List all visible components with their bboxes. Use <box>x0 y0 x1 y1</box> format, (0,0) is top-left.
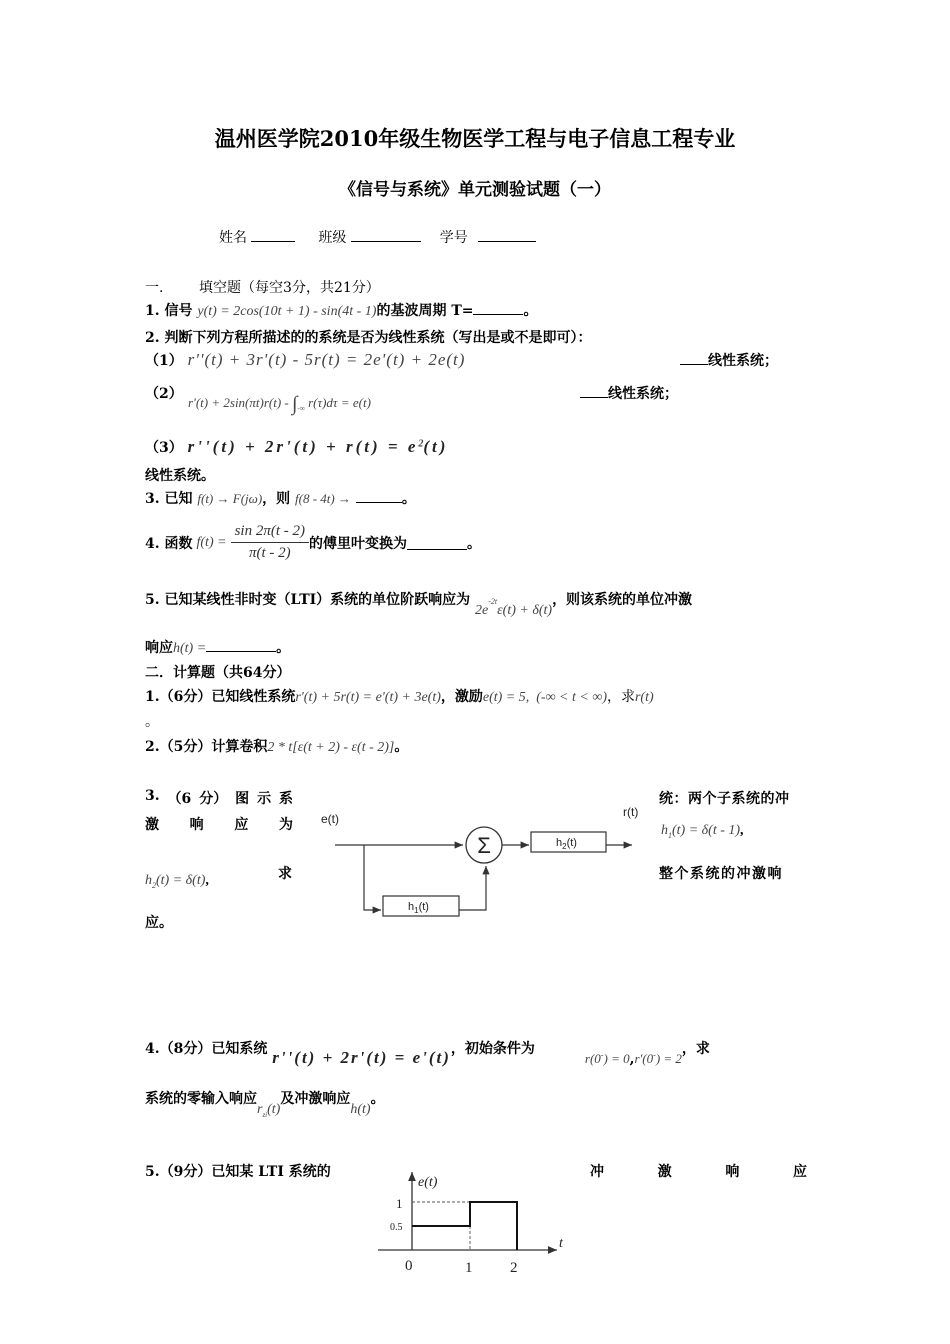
q1-1 <box>145 300 537 320</box>
q2-4-rzi <box>257 1102 280 1117</box>
q2-4-ic2-end: ) = 2 <box>655 1051 682 1066</box>
q2-4-ic1 <box>585 1051 630 1066</box>
plot-ytick-05: 0.5 <box>390 1222 403 1233</box>
q1-2-item1-formula: r''(t) + 3r'(t) - 5r(t) = 2e'(t) + 2e(t) <box>187 350 466 369</box>
q1-3-prefix: 3. 已知 <box>145 491 193 507</box>
q2-4-ic1-a: r(0 <box>584 1051 601 1066</box>
q2-3-h1-formula: $h_1(t) = \delta(t - 1)$, <box>661 823 744 840</box>
q1-2-item2-answer <box>580 383 678 403</box>
q2-3-h2-formula: $h_2(t) = \delta(t)$, <box>145 873 209 890</box>
q1-2-item2-formula <box>188 390 371 413</box>
q1-4-blank[interactable] <box>407 535 467 550</box>
q2-3-left-line1 <box>145 788 293 808</box>
q2-4-line2a: 系统的零输入响应 <box>145 1091 257 1107</box>
q2-1-prefix: 1.（6分）已知线性系统 <box>145 689 296 705</box>
q2-1-end: 。 <box>145 714 159 730</box>
name-blank[interactable] <box>251 227 295 242</box>
q1-2-item1-suffix: 线性系统； <box>708 353 778 369</box>
q1-2-item3-label: （3） <box>145 440 183 456</box>
q2-4-mid: ，初始条件为 <box>450 1041 535 1057</box>
q2-2-end: 。 <box>394 739 409 755</box>
q1-3-formula2: f(8 - 4t) → <box>295 491 351 506</box>
class-label: 班级 <box>318 230 347 246</box>
plot-y-label: e(t) <box>418 1175 438 1190</box>
q1-5-sup: -2t <box>488 597 498 607</box>
plot-ytick-1: 1 <box>396 1196 403 1211</box>
q2-3-h1-rest: (t) = δ(t - 1) <box>672 823 741 838</box>
integral-sign: ∫ <box>292 393 298 415</box>
q2-3-h2-h: h <box>145 873 152 888</box>
q2-5-r1: 激 <box>657 1164 672 1180</box>
q2-4-ic2-sup: - <box>653 1050 656 1060</box>
diagram-output-label: r(t) <box>623 805 639 819</box>
q1-4 <box>145 523 481 562</box>
q2-1-formula: r'(t) + 5r(t) = e'(t) + 3e(t) <box>295 690 441 705</box>
q2-1-mid: ，激励 <box>440 689 483 705</box>
diagram-input-label: e(t) <box>321 812 339 826</box>
plot-xtick-0: 0 <box>405 1258 413 1274</box>
q1-3-mid: ，则 <box>262 491 291 507</box>
q2-3-h2-sub: 2 <box>152 880 156 890</box>
q2-4-ic2-a: r'(0 <box>634 1051 654 1066</box>
q1-4-prefix: 4. 函数 <box>145 535 193 552</box>
q1-5-formula2: h(t) = <box>173 641 207 656</box>
q1-2-item2-formula-b: r(τ)dτ = e(t) <box>308 395 371 410</box>
q2-3-right-line1: 统：两个子系统的冲 <box>659 791 790 807</box>
q1-3-end: 。 <box>401 491 416 507</box>
block-h2-label: $h_2(t)$ <box>556 837 577 851</box>
q2-3-l1-w3: 图 <box>235 791 250 807</box>
q1-2-item3-formula: r''(t) + 2r'(t) + r(t) = e <box>187 437 419 456</box>
q2-3-l1-w1: （6 <box>167 791 192 807</box>
q2-1-mid2: ，求 <box>606 689 635 705</box>
q2-2-prefix: 2.（5分）计算卷积 <box>145 739 268 755</box>
q1-2-item1-blank[interactable] <box>680 350 708 365</box>
q1-4-fraction <box>231 523 309 562</box>
q1-3-formula1: f(t) → F(jω) <box>197 491 263 506</box>
q2-4-rzi-r: r <box>257 1102 263 1117</box>
q2-3-l2-w2: 应 <box>234 817 249 833</box>
q1-5-text2: ，则该系统的单位冲激 <box>552 592 693 608</box>
page-subtitle: 《信号与系统》单元测验试题（一） <box>339 180 611 200</box>
q2-4-line1: 4.（8分）已知系统 r''(t) + 2r'(t) = e'(t)，初始条件为r(0-) = 0,r'(0-) = 2，求 <box>145 1041 710 1067</box>
q1-4-suffix: 的傅里叶变换为 <box>309 535 407 552</box>
excitation-plot <box>360 1168 575 1278</box>
q2-4-prefix: 4.（8分）已知系统 <box>145 1041 268 1057</box>
student-info-row <box>219 227 536 247</box>
q2-1 <box>145 686 654 706</box>
q1-2-item2 <box>145 383 183 403</box>
q2-3-left-line2 <box>145 814 293 834</box>
q2-2-formula: 2 * t[ε(t + 2) - ε(t - 2)] <box>267 740 395 755</box>
q2-4-line2c: 。 <box>370 1091 385 1107</box>
q1-1-blank[interactable] <box>473 300 523 315</box>
q2-3-l2-w0: 激 <box>145 817 159 833</box>
q2-4-ic1-end: ) = 0 <box>603 1051 630 1066</box>
q2-5-r3: 应 <box>792 1164 807 1180</box>
plot-x-label: t <box>559 1236 563 1251</box>
q1-3-blank[interactable] <box>356 488 402 503</box>
diagram-branch-line <box>364 845 381 910</box>
q2-4-ic1-sup: - <box>600 1050 604 1060</box>
plot-xtick-2: 2 <box>510 1260 518 1276</box>
q1-2-item2-formula-a: r'(t) + 2sin(πt)r(t) - <box>188 395 289 410</box>
q1-1-prefix: 1. 信号 <box>145 303 193 319</box>
q2-3-l1-w5: 系 <box>278 791 293 807</box>
section2-heading: 二．计算题（共64分） <box>145 665 291 681</box>
q1-2-item2-suffix: 线性系统； <box>608 386 678 402</box>
q1-5-text3: 响应 <box>145 640 173 656</box>
q2-3-l1-w2: 分） <box>199 791 228 807</box>
q2-3-l1-w0: 3. <box>145 788 160 804</box>
q1-2-item3 <box>145 437 448 457</box>
q2-5-r2: 响 <box>725 1164 740 1180</box>
q2-4-line2b: 及冲激响应 <box>280 1091 351 1107</box>
q1-2-item2-blank[interactable] <box>580 383 608 398</box>
block-h1-label: $h_1(t)$ <box>408 901 429 915</box>
class-blank[interactable] <box>351 227 421 242</box>
q2-5-r0: 冲 <box>590 1164 604 1180</box>
q2-3-left-line4: 应。 <box>145 915 173 931</box>
q2-4-formula: r''(t) + 2r'(t) = e'(t) <box>272 1048 451 1067</box>
q2-3-l2-w3: 为 <box>278 817 293 833</box>
q1-4-denominator: π(t - 2) <box>248 545 291 561</box>
q2-3-right-line3: 整个系统的冲激响 <box>659 866 783 882</box>
q1-2-item1 <box>145 350 465 370</box>
name-label: 姓名 <box>219 230 247 246</box>
q1-5-text1: 5. 已知某线性非时变（LTI）系统的单位阶跃响应为 <box>145 592 471 608</box>
system-block-diagram <box>310 800 650 925</box>
q1-1-end: 。 <box>523 303 538 319</box>
id-label: 学号 <box>439 230 468 246</box>
q1-2-item1-answer <box>680 350 778 370</box>
q2-4-ic2 <box>634 1051 681 1066</box>
integral-lower-limit: -∞ <box>297 404 305 413</box>
q2-3-l1-w4: 示 <box>257 791 272 807</box>
q1-5-blank[interactable] <box>206 637 276 652</box>
q2-5-right <box>590 1161 807 1181</box>
q1-2-item3-formula-end: (t) <box>423 437 449 456</box>
q1-5-formula: 2e <box>475 603 489 618</box>
q1-5-formula-end: ε(t) + δ(t) <box>497 603 553 618</box>
q1-5-end: 。 <box>276 640 291 656</box>
plot-signal-curve <box>412 1202 517 1250</box>
q2-3-h1-h: h <box>661 823 668 838</box>
q2-3-left-qiu: 求 <box>278 866 292 882</box>
q1-2-item2-label: （2） <box>145 386 183 402</box>
q2-3-h2-rest: (t) = δ(t) <box>156 873 206 888</box>
q1-2-item3-sup: 2 <box>418 438 424 450</box>
q1-5-line2 <box>145 637 290 657</box>
q2-3-h1-sub: 1 <box>668 830 672 840</box>
q2-3-l2-w1: 响 <box>189 817 204 833</box>
diagram-h1-to-sum <box>459 866 486 910</box>
q1-1-formula: y(t) = 2cos(10t + 1) - sin(4t - 1) <box>197 304 377 319</box>
q2-4-rzi-end: (t) <box>267 1102 281 1117</box>
q1-3 <box>145 488 416 508</box>
q1-2-item3-suffix: 线性系统。 <box>145 468 215 484</box>
q1-4-end: 。 <box>467 535 481 552</box>
q1-4-lhs: f(t) = <box>196 534 227 550</box>
sum-symbol: Σ <box>477 833 491 858</box>
q1-2-item1-label: （1） <box>145 353 183 369</box>
plot-xtick-1: 1 <box>465 1260 473 1276</box>
q1-1-suffix: 的基波周期 T= <box>376 303 474 319</box>
section1-heading: 一. 填空题（每空3分，共21分） <box>145 280 380 296</box>
q2-5-prefix: 5.（9分）已知某 LTI 系统的 <box>145 1164 331 1180</box>
id-blank[interactable] <box>478 227 536 242</box>
page-title: 温州医学院2010年级生物医学工程与电子信息工程专业 <box>214 126 736 151</box>
q2-2 <box>145 736 408 756</box>
q2-4-ht: h(t) <box>350 1102 371 1117</box>
q2-1-formula3: r(t) <box>634 690 654 705</box>
q2-4-end: ，求 <box>681 1041 710 1057</box>
q1-2-text: 2. 判断下列方程所描述的的系统是否为线性系统（写出是或不是即可）： <box>145 330 592 346</box>
q1-4-numerator: sin 2π(t - 2) <box>231 523 309 543</box>
q2-1-formula2: e(t) = 5, (-∞ < t < ∞) <box>482 690 607 705</box>
q2-4-line2 <box>145 1088 385 1119</box>
q2-4-rzi-sub: zi <box>262 1110 268 1119</box>
